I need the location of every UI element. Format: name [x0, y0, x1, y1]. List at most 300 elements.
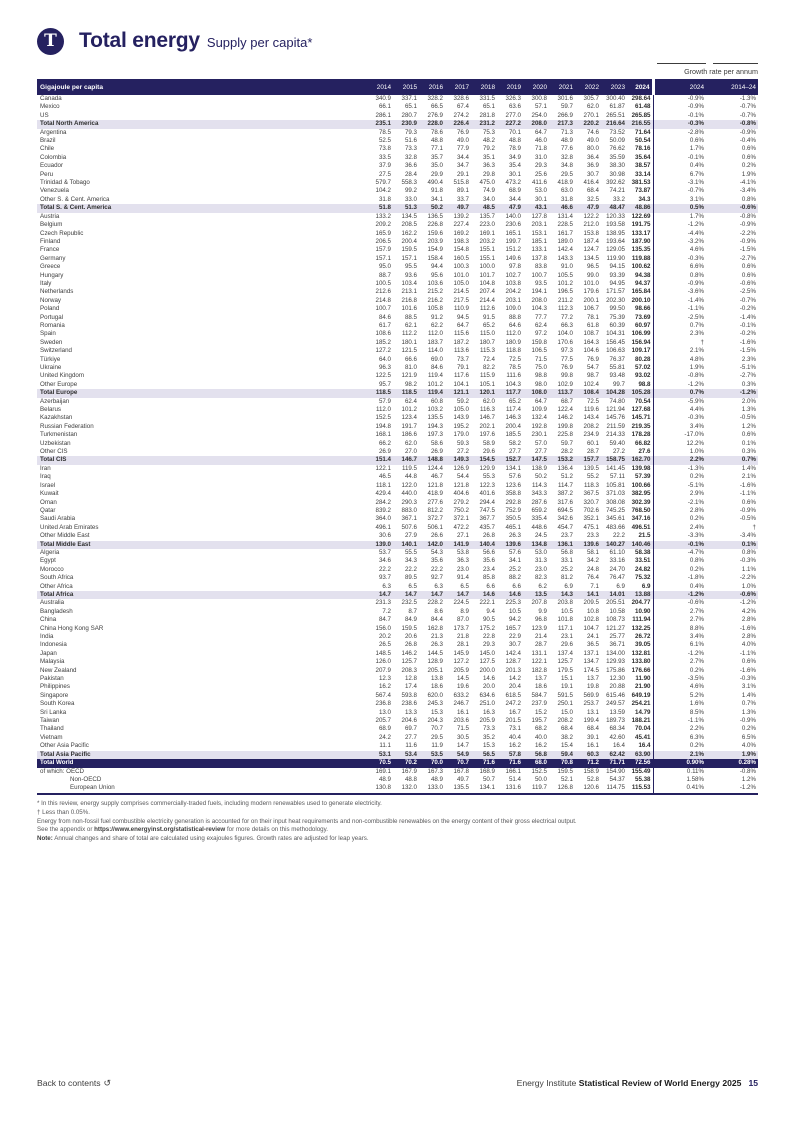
value-cell: 507.6	[401, 523, 417, 531]
value-cell: 567.4	[375, 691, 391, 699]
row-label: Other S. & Cent. America	[40, 195, 110, 203]
growth-cell: -3.5%	[653, 675, 706, 683]
growth-cell: 1.9%	[706, 751, 758, 759]
value-cell: 157.1	[375, 254, 391, 262]
value-cell: 103.2	[427, 406, 443, 414]
value-cell: 76.62	[609, 145, 625, 153]
value-cell: 187.2	[453, 338, 469, 346]
value-cell: 132.25	[631, 624, 651, 632]
table-row	[37, 103, 758, 111]
value-cell: 98.0	[534, 380, 547, 388]
value-cell: 53.8	[456, 548, 469, 556]
value-cell: 215.2	[427, 288, 443, 296]
growth-cell: 1.6%	[653, 700, 706, 708]
value-cell: 9.9	[538, 607, 547, 615]
value-cell: 16.3	[482, 708, 495, 716]
value-cell: 53.0	[534, 187, 547, 195]
value-cell: 49.7	[456, 775, 469, 783]
growth-cell: 0.1%	[741, 439, 756, 447]
value-cell: 34.7	[456, 162, 469, 170]
value-cell: 20.4	[508, 683, 521, 691]
growth-cell: -1.2%	[653, 381, 706, 389]
value-cell: 119.4	[427, 372, 443, 380]
value-cell: 97.8	[508, 263, 521, 271]
row-label: Oman	[40, 498, 57, 506]
growth-cell: -0.8%	[706, 120, 758, 128]
value-cell: 169.1	[479, 229, 495, 237]
value-cell: 191.75	[631, 221, 651, 229]
value-cell: 57.9	[378, 397, 391, 405]
value-cell: 31.8	[378, 195, 391, 203]
value-cell: 202.30	[606, 296, 625, 304]
value-cell: 13.5	[523, 591, 549, 599]
value-cell: 51.4	[508, 775, 521, 783]
table-row	[37, 541, 758, 549]
value-cell: 77.1	[430, 145, 443, 153]
value-cell: 281.8	[479, 111, 495, 119]
value-cell: 140.27	[601, 541, 627, 549]
value-cell: 179.6	[583, 288, 599, 296]
value-cell: 127.5	[479, 658, 495, 666]
value-cell: 73.87	[635, 187, 651, 195]
value-cell: 308.08	[606, 498, 625, 506]
value-cell: 65.1	[404, 103, 417, 111]
footer-brand-prefix: Energy Institute	[516, 1078, 579, 1088]
value-cell: 137.8	[531, 254, 547, 262]
growth-cell: 0.41%	[653, 784, 706, 793]
value-cell: 14.1	[575, 591, 601, 599]
value-cell: 128.9	[427, 658, 443, 666]
value-cell: 193.58	[606, 221, 625, 229]
footer-brand	[517, 1078, 758, 1088]
value-cell: 133.2	[375, 212, 391, 220]
value-cell: 200.10	[631, 296, 651, 304]
value-cell: 117.4	[505, 406, 521, 414]
value-cell: 185.1	[531, 237, 547, 245]
value-cell: 214.4	[479, 296, 495, 304]
value-cell: 104.1	[453, 380, 469, 388]
footnote: † Less than 0.05%.	[37, 808, 90, 816]
growth-cell: -0.3%	[653, 255, 706, 263]
table-row	[37, 179, 758, 187]
value-cell: 165.84	[631, 288, 651, 296]
value-cell: 68.34	[609, 725, 625, 733]
growth-cell: -0.9%	[739, 506, 756, 514]
value-cell: 618.5	[505, 691, 521, 699]
value-cell: 579.7	[375, 179, 391, 187]
value-cell: 100.5	[375, 279, 391, 287]
value-cell: 122.1	[531, 658, 547, 666]
value-cell: 79.1	[456, 364, 469, 371]
value-cell: 199.8	[557, 422, 573, 430]
value-cell: 64.0	[378, 355, 391, 363]
value-cell: 32.8	[560, 153, 573, 161]
value-cell: 65.1	[482, 103, 495, 111]
value-cell: 35.4	[508, 162, 521, 170]
value-cell: 212.6	[375, 288, 391, 296]
value-cell: 473.2	[505, 179, 521, 187]
value-cell: 154.90	[606, 767, 625, 775]
value-cell: 188.21	[631, 717, 651, 725]
growth-cell: 1.1%	[741, 565, 756, 573]
value-cell: 649.19	[631, 691, 651, 699]
value-cell: 225.3	[505, 599, 521, 607]
row-label: Romania	[40, 321, 65, 329]
value-cell: 270.1	[583, 111, 599, 119]
value-cell: 127.2	[453, 658, 469, 666]
value-cell: 381.53	[631, 179, 651, 187]
row-label: Other Europe	[40, 380, 78, 388]
value-cell: 140.46	[627, 541, 653, 549]
value-cell: 9.4	[486, 607, 495, 615]
value-cell: 75.39	[609, 313, 625, 321]
value-cell: 16.2	[508, 742, 521, 750]
value-cell: 22.2	[612, 532, 625, 540]
value-cell: 34.4	[456, 153, 469, 161]
table-row	[37, 566, 758, 574]
value-cell: 40.0	[534, 733, 547, 741]
value-cell: 55.5	[404, 548, 417, 556]
value-cell: 91.4	[456, 574, 469, 582]
value-cell: 68.7	[560, 397, 573, 405]
growth-cell: -1.8%	[653, 574, 706, 582]
value-cell: 146.3	[505, 414, 521, 422]
value-cell: 143.4	[583, 414, 599, 422]
value-cell: 97.3	[560, 347, 573, 355]
value-cell: 162.8	[427, 624, 443, 632]
value-cell: 87.0	[456, 616, 469, 624]
value-cell: 110.9	[453, 305, 469, 313]
growth-cell: 1.0%	[653, 448, 706, 456]
value-cell: 59.3	[456, 439, 469, 447]
row-label: Morocco	[40, 565, 64, 573]
value-cell: 88.2	[508, 574, 521, 582]
value-cell: 58.38	[635, 548, 651, 556]
value-cell: 75.0	[534, 364, 547, 371]
value-cell: 30.1	[508, 170, 521, 178]
row-label: European Union	[70, 784, 115, 792]
value-cell: 102.9	[557, 380, 573, 388]
value-cell: 48.8	[404, 775, 417, 783]
growth-cell: 2.8%	[741, 633, 756, 640]
value-cell: 109.0	[505, 305, 521, 313]
value-cell: 207.9	[375, 666, 391, 674]
growth-cell: †	[752, 523, 756, 531]
value-cell: 236.8	[375, 700, 391, 708]
growth-cell: -0.8%	[739, 212, 756, 220]
value-cell: 88.5	[404, 313, 417, 321]
row-label: Vietnam	[40, 733, 63, 741]
value-cell: 214.33	[606, 431, 625, 439]
value-cell: 305.7	[583, 95, 599, 102]
value-cell: 140.4	[471, 541, 497, 549]
row-label: Kuwait	[40, 490, 59, 498]
year-column-header: 2024	[627, 79, 653, 95]
growth-cell: -17.0%	[653, 431, 706, 439]
row-label: Total S. & Cent. America	[37, 204, 367, 212]
growth-cell: 0.8%	[653, 272, 706, 280]
value-cell: 70.7	[430, 725, 443, 733]
value-cell: 104.7	[583, 624, 599, 632]
value-cell: 115.3	[479, 347, 495, 355]
value-cell: 70.04	[635, 725, 651, 733]
growth-cell: 12.2%	[653, 440, 706, 448]
value-cell: 208.0	[531, 296, 547, 304]
growth-rate-header	[37, 63, 758, 79]
value-cell: 228.5	[557, 221, 573, 229]
value-cell: 62.4	[534, 321, 547, 329]
year-column-header: 2022	[575, 79, 601, 95]
value-cell: 157.9	[375, 246, 391, 254]
row-label: Turkmenistan	[40, 431, 78, 439]
value-cell: 76.4	[586, 574, 599, 582]
value-cell: 158.9	[583, 767, 599, 775]
value-cell: 73.52	[609, 128, 625, 136]
row-label: New Zealand	[40, 666, 77, 674]
value-cell: 129.9	[479, 464, 495, 472]
growth-cell: -0.4%	[739, 137, 756, 145]
value-cell: 77.9	[456, 145, 469, 153]
table-row	[37, 692, 758, 700]
value-cell: 7.1	[590, 582, 599, 590]
value-cell: 137.4	[557, 649, 573, 657]
growth-cell: -0.7%	[739, 296, 756, 304]
value-cell: 121.27	[606, 624, 625, 632]
value-cell: 27.9	[404, 532, 417, 540]
value-cell: 27.7	[508, 448, 521, 456]
value-cell: 22.9	[508, 633, 521, 640]
value-cell: 204.3	[427, 717, 443, 725]
growth-cell: 2.7%	[653, 616, 706, 624]
value-cell: 134.1	[479, 784, 495, 792]
value-cell: 27.2	[456, 448, 469, 456]
value-cell: 102.7	[505, 271, 521, 279]
growth-rate-label: Growth rate per annum	[684, 67, 758, 76]
value-cell: 73.3	[404, 145, 417, 153]
value-cell: 78.6	[430, 128, 443, 136]
value-cell: 156.45	[606, 338, 625, 346]
value-cell: 166.1	[505, 767, 521, 775]
value-cell: 71.3	[560, 128, 573, 136]
growth-cell: 2.1%	[653, 347, 706, 355]
row-label: of which: OECD	[40, 767, 85, 775]
growth-cell: -0.1%	[653, 541, 706, 549]
value-cell: 94.2	[508, 616, 521, 624]
value-cell: 13.59	[609, 708, 625, 716]
value-cell: 129.05	[606, 246, 625, 254]
value-cell: 96.5	[586, 263, 599, 271]
value-cell: 154.8	[453, 246, 469, 254]
growth-cell: -0.9%	[653, 280, 706, 288]
growth-cell: -0.7%	[739, 103, 756, 111]
value-cell: 158.75	[601, 456, 627, 464]
table-row	[37, 263, 758, 271]
growth-cell: -3.3%	[653, 532, 706, 540]
value-cell: 277.0	[505, 111, 521, 119]
value-cell: 78.5	[378, 128, 391, 136]
value-cell: 59.40	[609, 439, 625, 447]
value-cell: 21.4	[534, 633, 547, 640]
growth-cell: 2.7%	[653, 658, 706, 666]
value-cell: 70.5	[367, 759, 393, 767]
value-cell: 55.2	[586, 473, 599, 481]
year-column-header: 2014	[367, 79, 393, 95]
row-label: United Arab Emirates	[40, 523, 99, 531]
growth-cell: 2.3%	[741, 355, 756, 363]
growth-cell: 6.1%	[653, 641, 706, 649]
value-cell: 136.5	[427, 212, 443, 220]
growth-cell: 0.7%	[741, 700, 756, 708]
growth-cell: 2.1%	[741, 473, 756, 481]
value-cell: 14.2	[508, 675, 521, 683]
value-cell: 84.6	[430, 364, 443, 371]
value-cell: 883.0	[401, 506, 417, 514]
value-cell: 77.2	[560, 313, 573, 321]
growth-cell: 3.4%	[653, 423, 706, 431]
growth-cell: 2.2%	[653, 456, 706, 464]
table-row	[37, 280, 758, 288]
table-row	[37, 574, 758, 582]
year-column-header: 2018	[471, 79, 497, 95]
value-cell: 119.5	[401, 464, 417, 472]
value-cell: 57.11	[609, 473, 625, 481]
growth-cell: -1.6%	[739, 338, 756, 346]
value-cell: 298.64	[631, 95, 651, 102]
value-cell: 54.3	[430, 548, 443, 556]
growth-cell: -2.5%	[739, 288, 756, 296]
value-cell: 46.6	[549, 204, 575, 212]
row-label: Argentina	[40, 128, 67, 136]
row-label: Norway	[40, 296, 61, 304]
value-cell: 14.6	[482, 675, 495, 683]
value-cell: 40.4	[508, 733, 521, 741]
value-cell: 26.9	[430, 448, 443, 456]
value-cell: 89.5	[404, 574, 417, 582]
value-cell: 28.7	[586, 448, 599, 456]
value-cell: 64.7	[456, 321, 469, 329]
value-cell: 122.1	[375, 464, 391, 472]
value-cell: 14.79	[635, 708, 651, 716]
value-cell: 24.1	[586, 633, 599, 640]
value-cell: 10.58	[609, 607, 625, 615]
value-cell: 48.9	[378, 775, 391, 783]
growth-cell: 0.2%	[741, 725, 756, 733]
value-cell: 371.03	[606, 490, 625, 498]
value-cell: 22.2	[404, 565, 417, 573]
growth-rule-left	[657, 63, 706, 64]
value-cell: 204.6	[401, 717, 417, 725]
value-cell: 95.0	[378, 263, 391, 271]
table-row	[37, 213, 758, 221]
value-cell: 253.7	[583, 700, 599, 708]
value-cell: 14.6	[471, 591, 497, 599]
value-cell: 112.6	[479, 305, 495, 313]
value-cell: 209.5	[583, 599, 599, 607]
value-cell: 79.3	[404, 128, 417, 136]
value-cell: 93.7	[378, 574, 391, 582]
growth-column-header: 2014–24	[706, 79, 758, 95]
value-cell: 129.93	[606, 658, 625, 666]
value-cell: 133.80	[631, 658, 651, 666]
value-cell: 68.4	[586, 725, 599, 733]
back-to-contents-link[interactable]: Back to contents ↺	[37, 1078, 112, 1088]
row-label: US	[40, 111, 49, 119]
table-row	[37, 709, 758, 717]
statistical-review-link[interactable]: https://www.energyinst.org/statistical-review	[94, 826, 226, 834]
row-label: Bangladesh	[40, 607, 73, 615]
value-cell: 55.81	[609, 364, 625, 371]
value-cell: 189.0	[557, 237, 573, 245]
value-cell: 84.4	[430, 616, 443, 624]
value-cell: 57.0	[534, 439, 547, 447]
value-cell: 76.9	[456, 128, 469, 136]
value-cell: 25.77	[609, 633, 625, 640]
value-cell: 216.8	[401, 296, 417, 304]
value-cell: 62.1	[404, 321, 417, 329]
value-cell: 13.7	[586, 675, 599, 683]
value-cell: 32.5	[586, 195, 599, 203]
value-cell: 100.3	[453, 263, 469, 271]
value-cell: 50.09	[609, 137, 625, 145]
value-cell: 112.0	[427, 330, 443, 338]
value-cell: 119.6	[583, 406, 599, 414]
value-cell: 34.8	[560, 162, 573, 170]
value-cell: 6.5	[408, 582, 417, 590]
year-column-header: 2016	[419, 79, 445, 95]
value-cell: 131.4	[557, 212, 573, 220]
back-arrow-icon: ↺	[103, 1078, 112, 1088]
growth-cell: 4.2%	[741, 607, 756, 615]
value-cell: 27.6	[638, 448, 651, 456]
table-row	[37, 440, 758, 448]
table-row	[37, 230, 758, 238]
value-cell: 51.6	[404, 137, 417, 145]
value-cell: 142.0	[419, 541, 445, 549]
value-cell: 317.6	[557, 498, 573, 506]
table-row	[37, 717, 758, 725]
value-cell: 10.8	[586, 607, 599, 615]
growth-cell: 0.90%	[653, 759, 706, 767]
growth-cell: 0.8%	[741, 195, 756, 203]
value-cell: 114.0	[427, 347, 443, 355]
value-cell: 13.88	[627, 591, 653, 599]
value-cell: 122.4	[557, 406, 573, 414]
value-cell: 28.7	[534, 641, 547, 649]
value-cell: 33.7	[456, 195, 469, 203]
table-row	[37, 482, 758, 490]
growth-cell: 2.1%	[653, 751, 706, 759]
value-cell: 164.3	[583, 338, 599, 346]
value-cell: 98.66	[635, 305, 651, 313]
value-cell: 121.94	[606, 406, 625, 414]
value-cell: 62.0	[586, 103, 599, 111]
value-cell: 50.0	[534, 775, 547, 783]
growth-cell: -3.2%	[653, 238, 706, 246]
value-cell: 114.75	[606, 784, 625, 792]
value-cell: 277.6	[427, 498, 443, 506]
value-cell: 37.9	[378, 162, 391, 170]
value-cell: 57.8	[497, 751, 523, 759]
value-cell: 213.1	[401, 288, 417, 296]
value-cell: 115.53	[631, 784, 651, 792]
value-cell: 26.5	[378, 641, 391, 649]
value-cell: 115.9	[479, 372, 495, 380]
footnote: * In this review, energy supply comprises commercially-traded fuels, including modern renewables used to generate electricity.	[37, 799, 382, 807]
value-cell: 21.3	[430, 633, 443, 640]
value-cell: 102.4	[583, 380, 599, 388]
value-cell: 101.0	[453, 271, 469, 279]
growth-cell: 0.6%	[741, 153, 756, 161]
